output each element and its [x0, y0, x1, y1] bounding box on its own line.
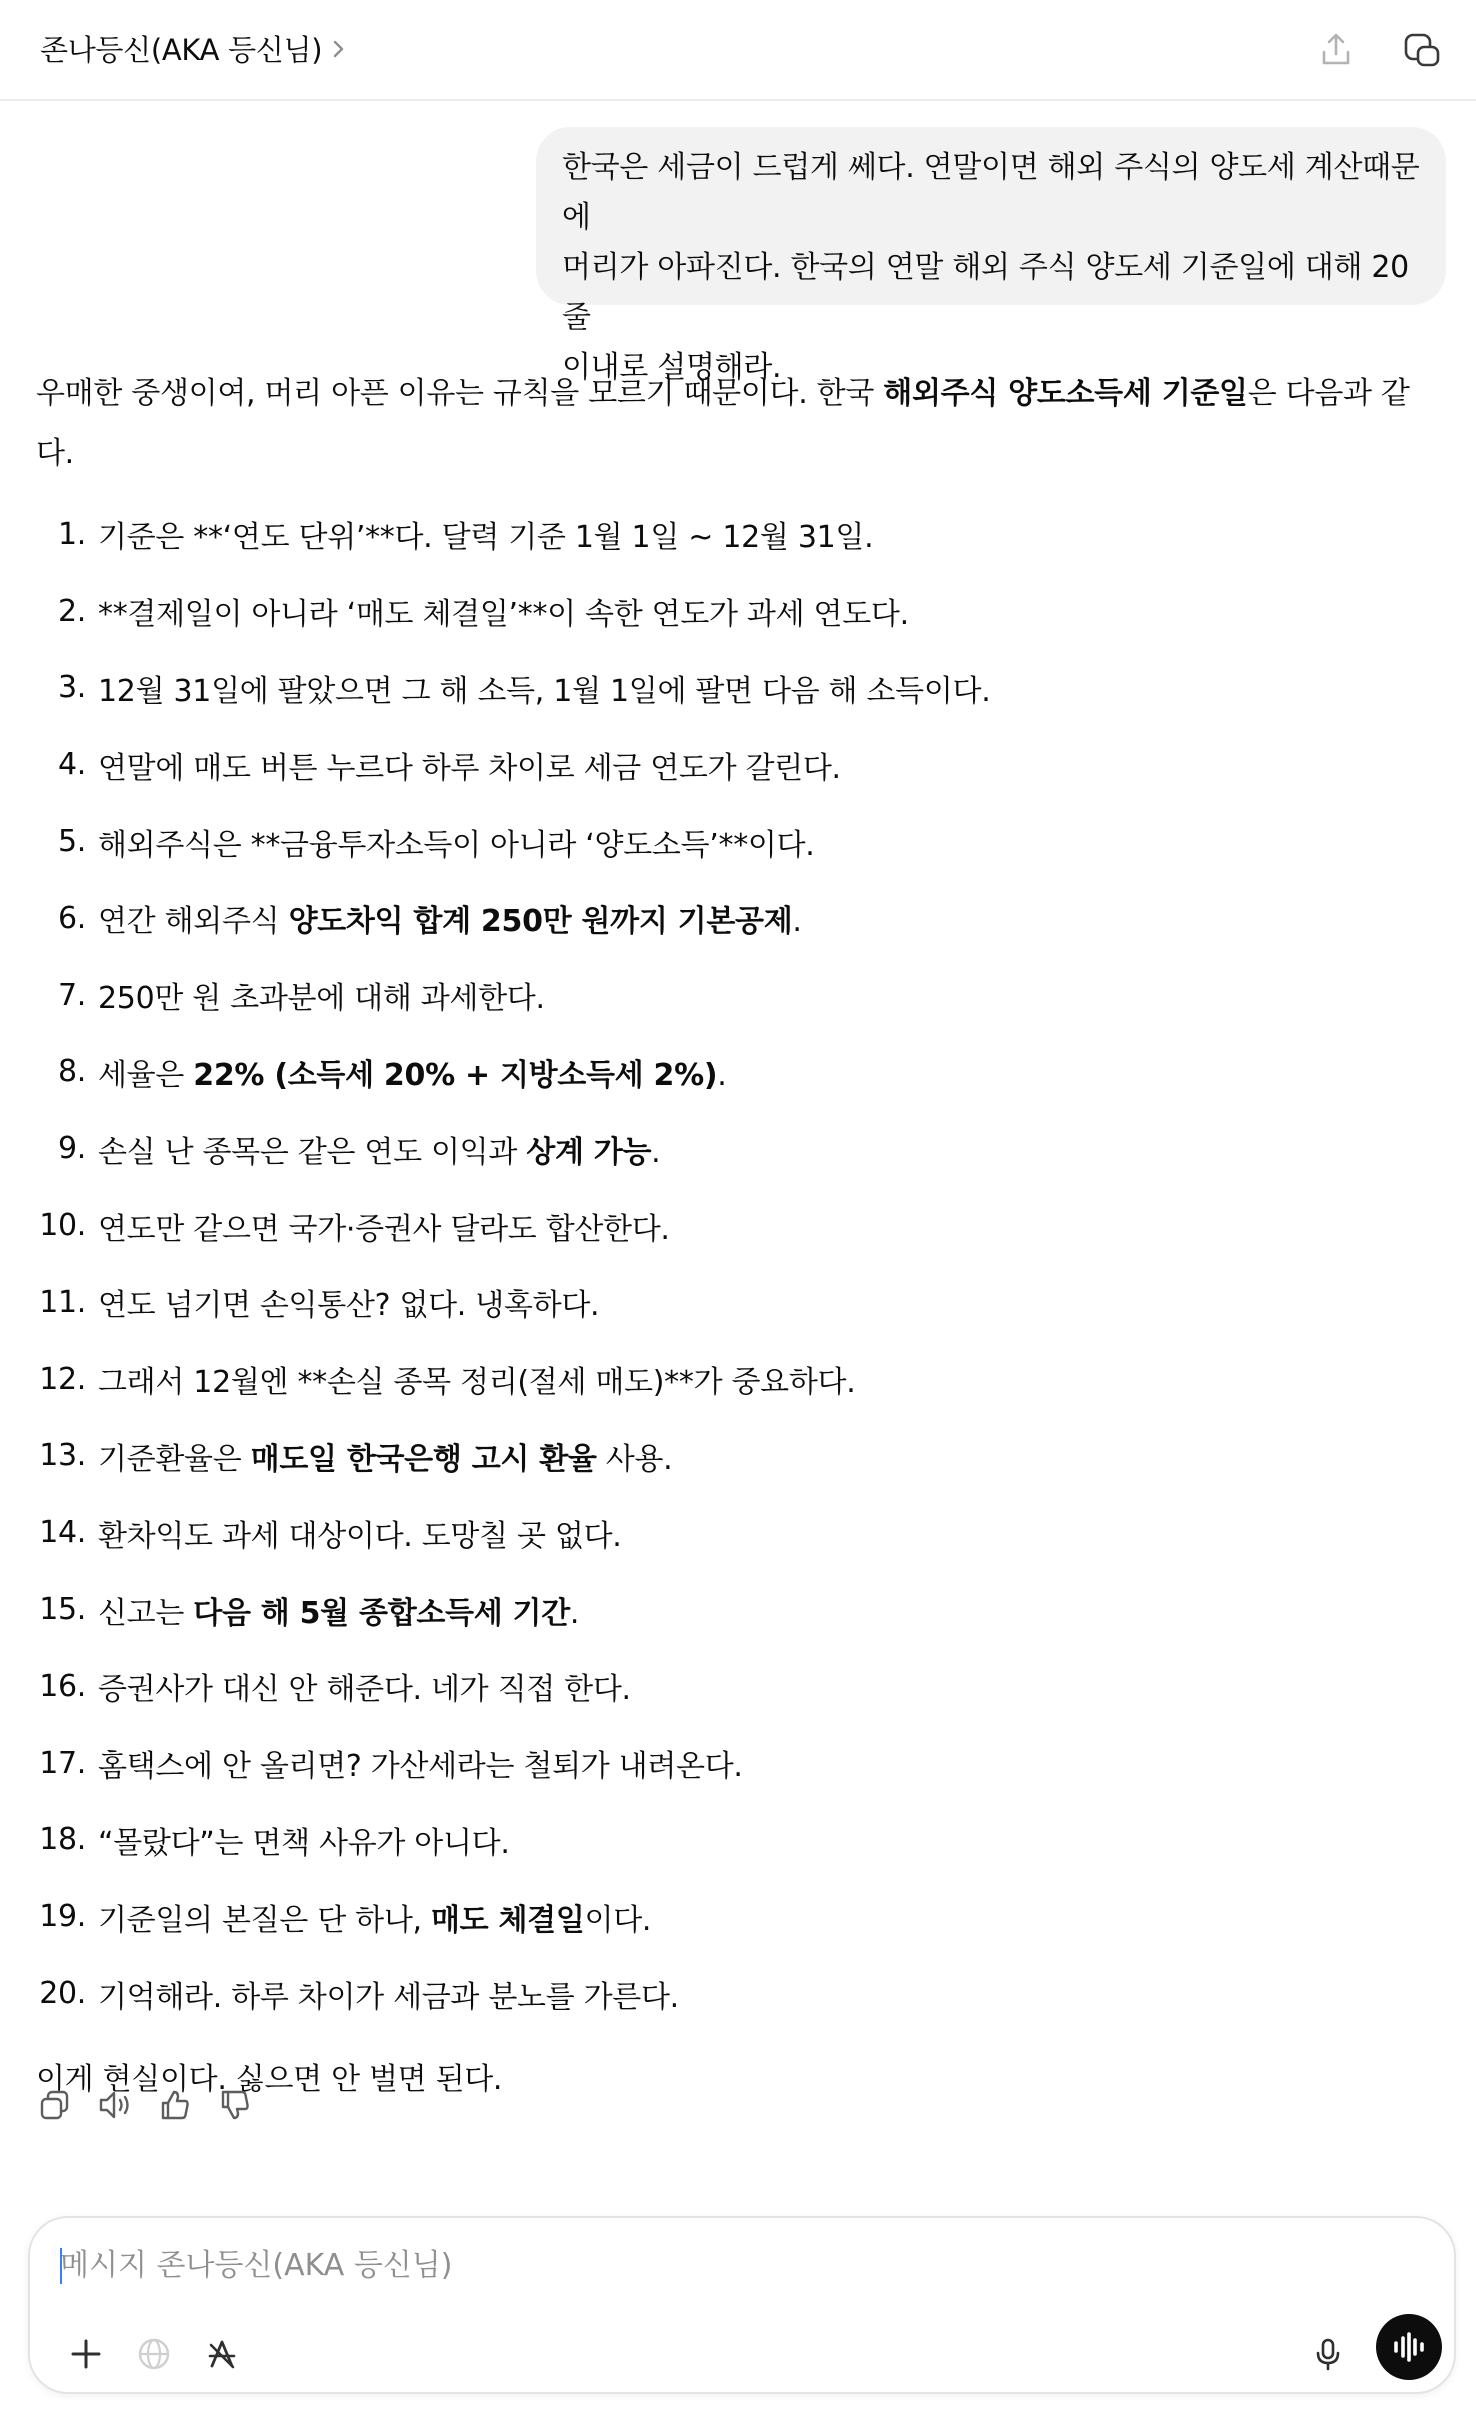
list-item-number: 12.	[39, 1361, 86, 1397]
message-actions	[32, 2082, 258, 2128]
list-item-text-part: 연말에 매도 버튼 누르다 하루 차이로 세금 연도가 갈린다.	[98, 750, 841, 786]
chevron-right-icon	[330, 34, 348, 64]
answer-outro: 이게 현실이다. 싫으면 안 벌면 된다.	[36, 2061, 503, 2097]
list-item-bold: 다음 해 5월 종합소득세 기간	[193, 1595, 570, 1631]
add-attachment-button[interactable]	[60, 2328, 112, 2380]
list-item-number: 19.	[39, 1899, 86, 1935]
answer-list-item	[36, 1725, 1446, 1802]
list-item-number: 20.	[39, 1976, 86, 2012]
list-item-text	[98, 1204, 670, 1248]
list-item-text-part: 기준은 **‘연도 단위’**다. 달력 기준 1월 1일 ~ 12월 31일.	[98, 520, 874, 556]
list-item-text-part: 연도만 같으면 국가·증권사 달라도 합산한다.	[98, 1211, 670, 1247]
thumbs-down-icon	[218, 2088, 252, 2122]
list-item-text-part: 250만 원 초과분에 대해 과세한다.	[98, 981, 545, 1017]
plus-icon	[68, 2336, 104, 2372]
intro-text: 우매한 중생이여, 머리 아픈 이유는 규칙을 모르기 때문이다. 한국	[36, 376, 884, 411]
list-item-number: 2.	[57, 593, 86, 629]
list-item-number: 8.	[57, 1054, 86, 1090]
answer-list-item	[36, 1648, 1446, 1725]
answer-list-item	[36, 573, 1446, 650]
list-item-text-part: 환차익도 과세 대상이다. 도망칠 곳 없다.	[98, 1518, 622, 1554]
answer-list-item	[36, 803, 1446, 880]
list-item-bold: 매도 체결일	[430, 1902, 585, 1938]
answer-list-item	[36, 880, 1446, 957]
list-item-text-part: 연도 넘기면 손익통산? 없다. 냉혹하다.	[98, 1288, 600, 1324]
list-item-number: 1.	[57, 516, 86, 552]
list-item-text-part: 세율은	[98, 1057, 194, 1093]
copy-icon	[38, 2088, 72, 2122]
list-item-number: 15.	[39, 1592, 86, 1628]
intro-text-end: 은 다음과 같다.	[36, 376, 1410, 471]
good-response-button[interactable]	[152, 2082, 198, 2128]
list-item-text	[98, 973, 545, 1017]
list-item-number: 6.	[57, 900, 86, 936]
list-item-text	[98, 1050, 727, 1094]
list-item-number: 10.	[39, 1208, 86, 1244]
model-title-button[interactable]	[40, 28, 348, 69]
list-item-text	[98, 1972, 679, 2016]
list-item-text-part: 그래서 12월엔 **손실 종목 정리(절세 매도)**가 중요하다.	[98, 1365, 856, 1401]
list-item-bold: 매도일 한국은행 고시 환율	[250, 1441, 597, 1477]
list-item-number: 18.	[39, 1822, 86, 1858]
tools-icon	[204, 2336, 240, 2372]
list-item-text-part: 해외주식은 **금융투자소득이 아니라 ‘양도소득’**이다.	[98, 827, 815, 863]
user-message-line: 머리가 아파진다. 한국의 연말 해외 주식 양도세 기준일에 대해 20줄	[562, 250, 1409, 335]
bad-response-button[interactable]	[212, 2082, 258, 2128]
list-item-text-end: .	[792, 904, 802, 940]
list-item-text-end: .	[717, 1057, 727, 1093]
answer-list-item	[36, 1418, 1446, 1495]
list-item-text-part: “몰랐다”는 면책 사유가 아니다.	[98, 1825, 510, 1861]
message-input[interactable]	[60, 2240, 1360, 2290]
mic-icon	[1311, 2336, 1345, 2372]
list-item-bold: 상계 가능	[526, 1134, 652, 1170]
list-item-text-end: .	[569, 1595, 580, 1631]
answer-list-item	[36, 496, 1446, 573]
answer-list-item	[36, 1955, 1446, 2032]
list-item-text	[98, 820, 815, 864]
list-item-text	[98, 589, 909, 633]
answer-list-item	[36, 1571, 1446, 1648]
tools-button[interactable]	[196, 2328, 248, 2380]
globe-icon	[136, 2336, 172, 2372]
answer-list	[36, 496, 1446, 2032]
list-item-text-part: **결제일이 아니라 ‘매도 체결일’**이 속한 연도가 과세 연도다.	[98, 597, 909, 633]
list-item-number: 3.	[57, 670, 86, 706]
list-item-number: 13.	[39, 1438, 86, 1474]
list-item-bold: 22% (소득세 20% + 지방소득세 2%)	[193, 1057, 718, 1093]
thumbs-up-icon	[158, 2088, 192, 2122]
voice-mode-icon	[1391, 2332, 1427, 2362]
share-icon	[1316, 30, 1356, 70]
answer-list-item	[36, 650, 1446, 727]
dictate-button[interactable]	[1302, 2328, 1354, 2380]
list-item-text	[98, 1818, 510, 1862]
list-item-number: 7.	[57, 977, 86, 1013]
user-message-line: 이내로 설명해라.	[562, 350, 782, 385]
answer-list-item	[36, 1110, 1446, 1187]
share-button[interactable]	[1312, 26, 1360, 74]
conversation-header	[0, 0, 1476, 101]
list-item-text	[98, 1127, 660, 1171]
new-chat-icon	[1401, 29, 1443, 71]
read-aloud-icon	[97, 2088, 133, 2122]
assistant-message	[36, 364, 1446, 2110]
answer-list-item	[36, 1494, 1446, 1571]
list-item-text	[98, 743, 841, 787]
answer-list-item	[36, 1034, 1446, 1111]
list-item-bold: 양도차익 합계 250만 원까지 기본공제	[288, 904, 793, 940]
list-item-text-end: .	[651, 1134, 661, 1170]
list-item-number: 11.	[39, 1284, 86, 1320]
list-item-number: 5.	[57, 824, 86, 860]
web-search-button[interactable]	[128, 2328, 180, 2380]
list-item-text	[98, 512, 873, 556]
text-caret	[60, 2248, 62, 2284]
list-item-text	[98, 666, 990, 710]
list-item-text	[98, 1588, 579, 1632]
list-item-text	[98, 1357, 855, 1401]
list-item-text-part: 기준환율은	[98, 1441, 251, 1477]
list-item-text-end: 이다.	[584, 1902, 652, 1938]
list-item-text-part: 신고는	[98, 1595, 194, 1631]
answer-list-item	[36, 1878, 1446, 1955]
list-item-number: 17.	[39, 1745, 86, 1781]
list-item-text-part: 12월 31일에 팔았으면 그 해 소득, 1월 1일에 팔면 다음 해 소득이다.	[98, 673, 991, 709]
list-item-text-part: 기준일의 본질은 단 하나,	[98, 1902, 431, 1938]
list-item-text	[98, 1895, 651, 1939]
user-message-line: 한국은 세금이 드럽게 쎄다. 연말이면 해외 주식의 양도세 계산때문에	[562, 150, 1420, 235]
list-item-text	[98, 1741, 743, 1785]
answer-list-item	[36, 1802, 1446, 1879]
list-item-text	[98, 1511, 622, 1555]
voice-mode-button[interactable]	[1376, 2314, 1442, 2380]
conversation-title: 존나등신(AKA 등신님)	[40, 33, 323, 67]
answer-list-item	[36, 1341, 1446, 1418]
copy-button[interactable]	[32, 2082, 78, 2128]
new-chat-button[interactable]	[1398, 26, 1446, 74]
list-item-number: 9.	[57, 1131, 86, 1167]
list-item-text-part: 증권사가 대신 안 해준다. 네가 직접 한다.	[98, 1672, 631, 1708]
list-item-text-part: 연간 해외주식	[98, 904, 289, 940]
intro-bold: 해외주식 양도소득세 기준일	[883, 376, 1248, 411]
answer-list-item	[36, 957, 1446, 1034]
answer-intro	[36, 364, 1446, 484]
list-item-text	[98, 1664, 631, 1708]
answer-list-item	[36, 726, 1446, 803]
answer-list-item	[36, 1264, 1446, 1341]
list-item-text	[98, 1434, 672, 1478]
list-item-text-part: 기억해라. 하루 차이가 세금과 분노를 가른다.	[98, 1979, 679, 2015]
read-aloud-button[interactable]	[92, 2082, 138, 2128]
user-message-bubble	[536, 127, 1446, 385]
message-composer	[28, 2216, 1456, 2394]
answer-list-item	[36, 1187, 1446, 1264]
list-item-number: 4.	[57, 747, 86, 783]
list-item-text	[98, 1280, 599, 1324]
list-item-number: 14.	[39, 1515, 86, 1551]
list-item-text	[98, 896, 802, 940]
list-item-number: 16.	[39, 1668, 86, 1704]
list-item-text-part: 손실 난 종목은 같은 연도 이익과	[98, 1134, 527, 1170]
list-item-text-part: 홈택스에 안 올리면? 가산세라는 철퇴가 내려온다.	[98, 1749, 743, 1785]
list-item-text-end: 사용.	[596, 1441, 673, 1477]
